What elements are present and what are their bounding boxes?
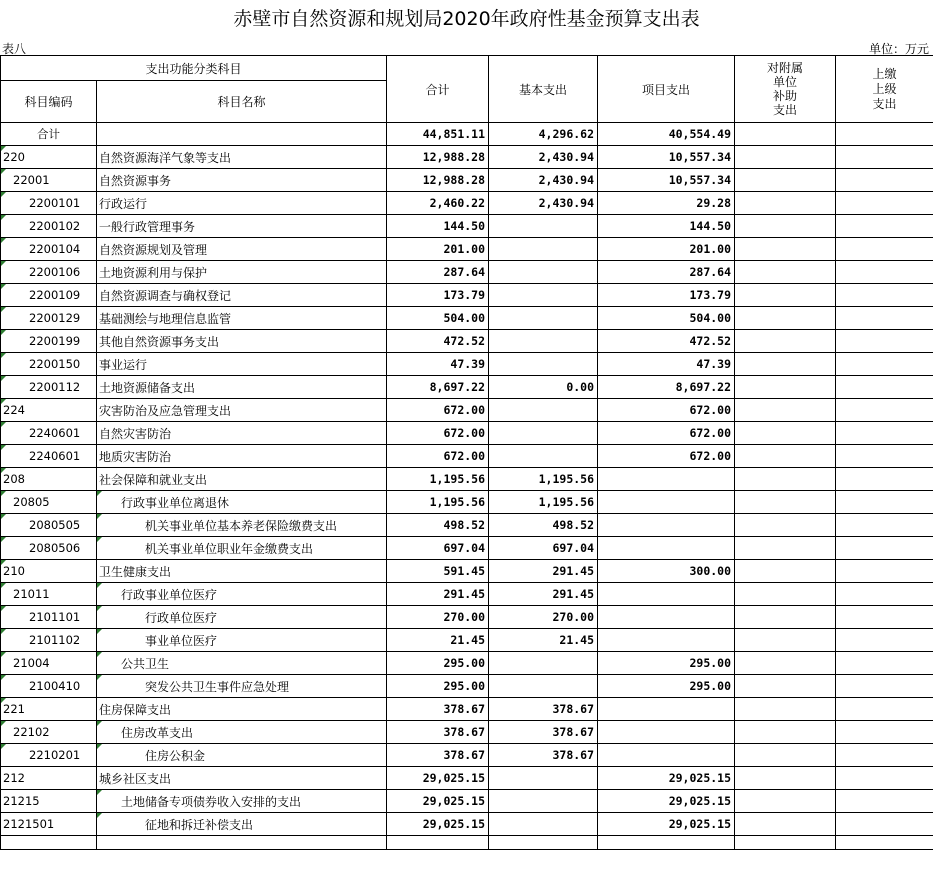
code-cell: 208 xyxy=(1,468,97,491)
subsidy-cell xyxy=(735,583,836,606)
total-cell: 1,195.56 xyxy=(387,491,489,514)
subsidy-cell xyxy=(735,445,836,468)
blank-cell xyxy=(489,836,598,850)
upper-cell xyxy=(836,445,933,468)
subsidy-cell xyxy=(735,629,836,652)
total-cell: 498.52 xyxy=(387,514,489,537)
subsidy-cell xyxy=(735,767,836,790)
code-cell: 2101102 xyxy=(1,629,97,652)
name-cell: 灾害防治及应急管理支出 xyxy=(97,399,387,422)
project-cell: 29,025.15 xyxy=(598,790,735,813)
name-cell: 自然灾害防治 xyxy=(97,422,387,445)
name-cell: 突发公共卫生事件应急处理 xyxy=(97,675,387,698)
basic-cell xyxy=(489,422,598,445)
subsidy-cell xyxy=(735,468,836,491)
upper-cell xyxy=(836,652,933,675)
code-cell: 210 xyxy=(1,560,97,583)
subsidy-cell xyxy=(735,330,836,353)
name-cell: 征地和拆迁补偿支出 xyxy=(97,813,387,836)
basic-cell xyxy=(489,399,598,422)
upper-cell xyxy=(836,169,933,192)
project-cell xyxy=(598,698,735,721)
header-project: 项目支出 xyxy=(598,56,735,123)
total-cell: 201.00 xyxy=(387,238,489,261)
upper-cell xyxy=(836,376,933,399)
name-cell: 住房改革支出 xyxy=(97,721,387,744)
project-cell: 472.52 xyxy=(598,330,735,353)
code-cell: 2200104 xyxy=(1,238,97,261)
basic-cell xyxy=(489,261,598,284)
basic-cell: 2,430.94 xyxy=(489,169,598,192)
upper-cell xyxy=(836,284,933,307)
project-cell: 201.00 xyxy=(598,238,735,261)
name-cell: 事业单位医疗 xyxy=(97,629,387,652)
code-cell: 21004 xyxy=(1,652,97,675)
code-cell: 合计 xyxy=(1,123,97,146)
subsidy-cell xyxy=(735,376,836,399)
code-cell: 2200101 xyxy=(1,192,97,215)
upper-cell xyxy=(836,192,933,215)
subsidy-cell xyxy=(735,560,836,583)
basic-cell: 378.67 xyxy=(489,721,598,744)
code-cell: 22001 xyxy=(1,169,97,192)
upper-cell xyxy=(836,422,933,445)
table-row xyxy=(1,422,933,445)
basic-cell: 697.04 xyxy=(489,537,598,560)
subsidy-cell xyxy=(735,675,836,698)
upper-cell xyxy=(836,537,933,560)
name-cell: 社会保障和就业支出 xyxy=(97,468,387,491)
blank-cell xyxy=(735,836,836,850)
table-row xyxy=(1,330,933,353)
table-row xyxy=(1,284,933,307)
header-code: 科目编码 xyxy=(1,81,97,123)
blank-row xyxy=(1,836,933,850)
total-cell: 287.64 xyxy=(387,261,489,284)
project-cell xyxy=(598,583,735,606)
subsidy-cell xyxy=(735,422,836,445)
subsidy-cell xyxy=(735,123,836,146)
table-row xyxy=(1,192,933,215)
total-cell: 295.00 xyxy=(387,652,489,675)
name-cell: 地质灾害防治 xyxy=(97,445,387,468)
code-cell: 2200199 xyxy=(1,330,97,353)
unit-label: 单位：万元 xyxy=(868,42,929,56)
name-cell: 行政事业单位离退休 xyxy=(97,491,387,514)
code-cell: 212 xyxy=(1,767,97,790)
basic-cell xyxy=(489,790,598,813)
upper-cell xyxy=(836,330,933,353)
project-cell xyxy=(598,491,735,514)
total-cell: 144.50 xyxy=(387,215,489,238)
table-row xyxy=(1,261,933,284)
header-upper xyxy=(836,56,933,123)
upper-cell xyxy=(836,399,933,422)
header-total: 合计 xyxy=(387,56,489,123)
project-cell xyxy=(598,629,735,652)
basic-cell xyxy=(489,652,598,675)
table-row xyxy=(1,744,933,767)
upper-cell xyxy=(836,146,933,169)
table-row xyxy=(1,146,933,169)
name-cell: 土地资源利用与保护 xyxy=(97,261,387,284)
code-cell: 2200102 xyxy=(1,215,97,238)
table-row xyxy=(1,238,933,261)
code-cell: 20805 xyxy=(1,491,97,514)
name-cell: 土地储备专项债券收入安排的支出 xyxy=(97,790,387,813)
blank-cell xyxy=(97,836,387,850)
header-basic: 基本支出 xyxy=(489,56,598,123)
basic-cell: 2,430.94 xyxy=(489,192,598,215)
basic-cell xyxy=(489,675,598,698)
project-cell: 10,557.34 xyxy=(598,169,735,192)
project-cell: 300.00 xyxy=(598,560,735,583)
code-cell: 2200109 xyxy=(1,284,97,307)
table-row xyxy=(1,629,933,652)
table-row xyxy=(1,721,933,744)
subsidy-cell xyxy=(735,698,836,721)
table-row xyxy=(1,606,933,629)
name-cell: 自然资源规划及管理 xyxy=(97,238,387,261)
total-cell: 47.39 xyxy=(387,353,489,376)
subsidy-cell xyxy=(735,813,836,836)
subsidy-cell xyxy=(735,238,836,261)
basic-cell xyxy=(489,445,598,468)
subsidy-cell xyxy=(735,606,836,629)
upper-cell xyxy=(836,583,933,606)
basic-cell: 21.45 xyxy=(489,629,598,652)
basic-cell: 378.67 xyxy=(489,698,598,721)
upper-cell xyxy=(836,491,933,514)
table-row xyxy=(1,123,933,146)
table-row xyxy=(1,767,933,790)
total-cell: 1,195.56 xyxy=(387,468,489,491)
code-cell: 221 xyxy=(1,698,97,721)
upper-cell xyxy=(836,215,933,238)
basic-cell xyxy=(489,307,598,330)
total-cell: 295.00 xyxy=(387,675,489,698)
upper-cell xyxy=(836,744,933,767)
table-row xyxy=(1,560,933,583)
basic-cell xyxy=(489,215,598,238)
upper-cell xyxy=(836,123,933,146)
name-cell: 事业运行 xyxy=(97,353,387,376)
code-cell: 21011 xyxy=(1,583,97,606)
subsidy-cell xyxy=(735,491,836,514)
name-cell: 行政运行 xyxy=(97,192,387,215)
total-cell: 672.00 xyxy=(387,422,489,445)
name-cell: 自然资源事务 xyxy=(97,169,387,192)
code-cell: 2121501 xyxy=(1,813,97,836)
header-subsidy xyxy=(735,56,836,123)
project-cell: 144.50 xyxy=(598,215,735,238)
table-row xyxy=(1,399,933,422)
basic-cell: 2,430.94 xyxy=(489,146,598,169)
upper-cell xyxy=(836,238,933,261)
header-name: 科目名称 xyxy=(97,81,387,123)
subsidy-cell xyxy=(735,790,836,813)
table-row xyxy=(1,169,933,192)
subsidy-cell xyxy=(735,307,836,330)
table-row xyxy=(1,468,933,491)
upper-cell xyxy=(836,721,933,744)
basic-cell: 0.00 xyxy=(489,376,598,399)
table-row xyxy=(1,583,933,606)
table-row xyxy=(1,813,933,836)
table-row xyxy=(1,514,933,537)
subsidy-cell xyxy=(735,721,836,744)
subsidy-cell xyxy=(735,514,836,537)
code-cell: 2200129 xyxy=(1,307,97,330)
project-cell: 672.00 xyxy=(598,422,735,445)
subsidy-cell xyxy=(735,399,836,422)
total-cell: 12,988.28 xyxy=(387,169,489,192)
header-category: 支出功能分类科目 xyxy=(1,56,387,81)
upper-cell xyxy=(836,813,933,836)
project-cell: 504.00 xyxy=(598,307,735,330)
table-row xyxy=(1,445,933,468)
upper-cell xyxy=(836,790,933,813)
basic-cell: 378.67 xyxy=(489,744,598,767)
subsidy-cell xyxy=(735,261,836,284)
page-title: 赤壁市自然资源和规划局2020年政府性基金预算支出表 xyxy=(233,8,700,30)
project-cell: 47.39 xyxy=(598,353,735,376)
name-cell: 城乡社区支出 xyxy=(97,767,387,790)
upper-cell xyxy=(836,767,933,790)
upper-cell xyxy=(836,675,933,698)
basic-cell: 498.52 xyxy=(489,514,598,537)
total-cell: 504.00 xyxy=(387,307,489,330)
table-row xyxy=(1,376,933,399)
project-cell xyxy=(598,514,735,537)
project-cell: 672.00 xyxy=(598,399,735,422)
project-cell xyxy=(598,468,735,491)
total-cell: 29,025.15 xyxy=(387,767,489,790)
code-cell: 2210201 xyxy=(1,744,97,767)
name-cell xyxy=(97,123,387,146)
header-upper-text: 上缴 上级 支出 xyxy=(872,66,897,111)
total-cell: 472.52 xyxy=(387,330,489,353)
total-cell: 2,460.22 xyxy=(387,192,489,215)
code-cell: 2080506 xyxy=(1,537,97,560)
total-cell: 29,025.15 xyxy=(387,813,489,836)
basic-cell: 1,195.56 xyxy=(489,491,598,514)
name-cell: 一般行政管理事务 xyxy=(97,215,387,238)
subsidy-cell xyxy=(735,744,836,767)
total-cell: 270.00 xyxy=(387,606,489,629)
basic-cell xyxy=(489,238,598,261)
upper-cell xyxy=(836,353,933,376)
table-row xyxy=(1,491,933,514)
total-cell: 697.04 xyxy=(387,537,489,560)
total-cell: 378.67 xyxy=(387,721,489,744)
code-cell: 2240601 xyxy=(1,422,97,445)
basic-cell xyxy=(489,353,598,376)
name-cell: 自然资源海洋气象等支出 xyxy=(97,146,387,169)
code-cell: 2080505 xyxy=(1,514,97,537)
project-cell xyxy=(598,606,735,629)
table-row xyxy=(1,652,933,675)
project-cell: 8,697.22 xyxy=(598,376,735,399)
basic-cell: 291.45 xyxy=(489,560,598,583)
upper-cell xyxy=(836,307,933,330)
basic-cell: 4,296.62 xyxy=(489,123,598,146)
project-cell: 29.28 xyxy=(598,192,735,215)
name-cell: 机关事业单位基本养老保险缴费支出 xyxy=(97,514,387,537)
budget-table xyxy=(0,55,933,850)
name-cell: 其他自然资源事务支出 xyxy=(97,330,387,353)
blank-cell xyxy=(387,836,489,850)
table-row xyxy=(1,790,933,813)
upper-cell xyxy=(836,629,933,652)
upper-cell xyxy=(836,698,933,721)
total-cell: 44,851.11 xyxy=(387,123,489,146)
name-cell: 公共卫生 xyxy=(97,652,387,675)
project-cell xyxy=(598,537,735,560)
project-cell: 295.00 xyxy=(598,675,735,698)
project-cell: 672.00 xyxy=(598,445,735,468)
code-cell: 21215 xyxy=(1,790,97,813)
basic-cell: 291.45 xyxy=(489,583,598,606)
subsidy-cell xyxy=(735,169,836,192)
name-cell: 自然资源调查与确权登记 xyxy=(97,284,387,307)
upper-cell xyxy=(836,606,933,629)
name-cell: 卫生健康支出 xyxy=(97,560,387,583)
total-cell: 29,025.15 xyxy=(387,790,489,813)
table-row xyxy=(1,537,933,560)
basic-cell xyxy=(489,284,598,307)
total-cell: 378.67 xyxy=(387,698,489,721)
blank-cell xyxy=(836,836,933,850)
name-cell: 行政单位医疗 xyxy=(97,606,387,629)
code-cell: 2200150 xyxy=(1,353,97,376)
total-cell: 378.67 xyxy=(387,744,489,767)
upper-cell xyxy=(836,468,933,491)
table-row xyxy=(1,698,933,721)
subsidy-cell xyxy=(735,652,836,675)
code-cell: 2200112 xyxy=(1,376,97,399)
upper-cell xyxy=(836,261,933,284)
code-cell: 22102 xyxy=(1,721,97,744)
total-cell: 8,697.22 xyxy=(387,376,489,399)
project-cell: 287.64 xyxy=(598,261,735,284)
basic-cell xyxy=(489,813,598,836)
project-cell xyxy=(598,721,735,744)
table-number: 表八 xyxy=(2,42,27,56)
code-cell: 2100410 xyxy=(1,675,97,698)
upper-cell xyxy=(836,514,933,537)
subsidy-cell xyxy=(735,192,836,215)
code-cell: 2240601 xyxy=(1,445,97,468)
header-subsidy-text: 对附属 单位 补助 支出 xyxy=(767,61,804,117)
subsidy-cell xyxy=(735,284,836,307)
total-cell: 672.00 xyxy=(387,445,489,468)
basic-cell: 1,195.56 xyxy=(489,468,598,491)
project-cell: 29,025.15 xyxy=(598,767,735,790)
total-cell: 173.79 xyxy=(387,284,489,307)
code-cell: 2200106 xyxy=(1,261,97,284)
total-cell: 12,988.28 xyxy=(387,146,489,169)
project-cell: 173.79 xyxy=(598,284,735,307)
table-row xyxy=(1,675,933,698)
upper-cell xyxy=(836,560,933,583)
blank-cell xyxy=(598,836,735,850)
subsidy-cell xyxy=(735,353,836,376)
total-cell: 21.45 xyxy=(387,629,489,652)
code-cell: 2101101 xyxy=(1,606,97,629)
code-cell: 220 xyxy=(1,146,97,169)
total-cell: 672.00 xyxy=(387,399,489,422)
subsidy-cell xyxy=(735,537,836,560)
basic-cell: 270.00 xyxy=(489,606,598,629)
subsidy-cell xyxy=(735,215,836,238)
table-row xyxy=(1,307,933,330)
blank-cell xyxy=(1,836,97,850)
total-cell: 291.45 xyxy=(387,583,489,606)
code-cell: 224 xyxy=(1,399,97,422)
name-cell: 住房保障支出 xyxy=(97,698,387,721)
subsidy-cell xyxy=(735,146,836,169)
total-cell: 591.45 xyxy=(387,560,489,583)
basic-cell xyxy=(489,767,598,790)
basic-cell xyxy=(489,330,598,353)
project-cell: 29,025.15 xyxy=(598,813,735,836)
name-cell: 土地资源储备支出 xyxy=(97,376,387,399)
project-cell: 10,557.34 xyxy=(598,146,735,169)
project-cell: 40,554.49 xyxy=(598,123,735,146)
name-cell: 行政事业单位医疗 xyxy=(97,583,387,606)
project-cell xyxy=(598,744,735,767)
name-cell: 机关事业单位职业年金缴费支出 xyxy=(97,537,387,560)
project-cell: 295.00 xyxy=(598,652,735,675)
table-row xyxy=(1,215,933,238)
name-cell: 基础测绘与地理信息监管 xyxy=(97,307,387,330)
name-cell: 住房公积金 xyxy=(97,744,387,767)
table-row xyxy=(1,353,933,376)
